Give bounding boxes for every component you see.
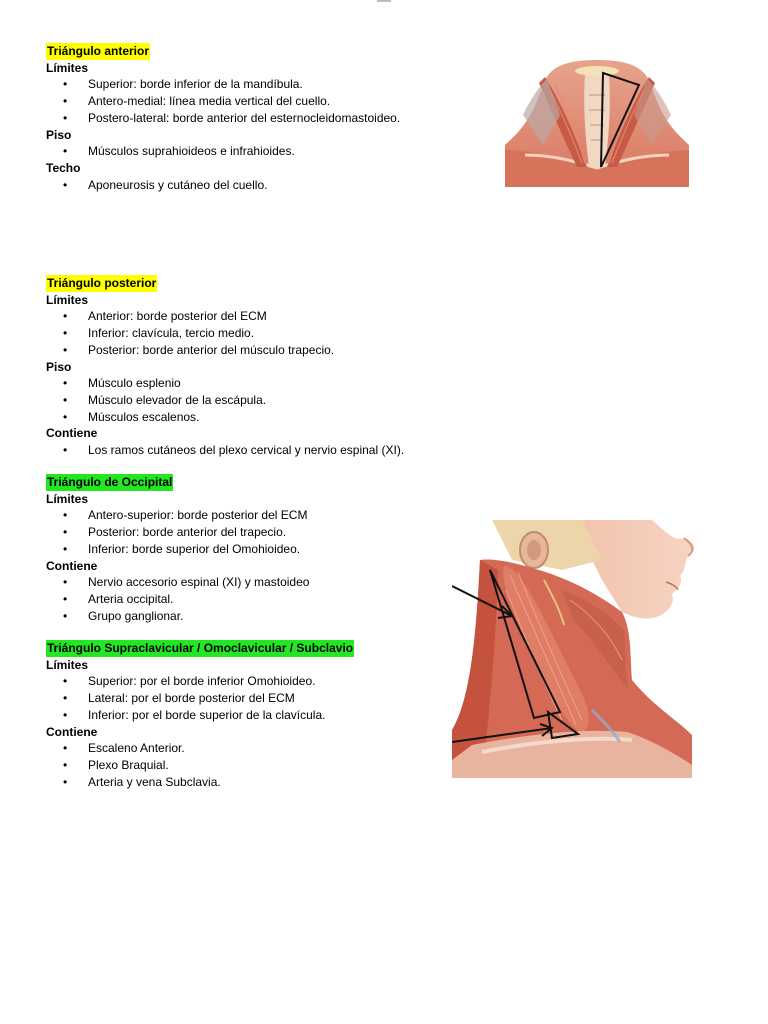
group-label: Límites xyxy=(46,292,89,307)
list-item: • Aponeurosis y cutáneo del cuello. xyxy=(46,177,466,194)
list-item: • Inferior: por el borde superior de la clavícula. xyxy=(46,707,466,724)
list-item: • Arteria occipital. xyxy=(46,591,466,608)
list-item: • Arteria y vena Subclavia. xyxy=(46,774,466,791)
list-item: • Músculos escalenos. xyxy=(46,409,466,426)
bullet-list xyxy=(46,673,466,723)
list-item: • Antero-medial: línea media vertical del cuello. xyxy=(46,93,466,110)
group-label: Contiene xyxy=(46,426,98,441)
list-item: • Posterior: borde anterior del trapecio. xyxy=(46,524,466,541)
group-label: Contiene xyxy=(46,558,98,573)
group-label: Límites xyxy=(46,657,89,672)
list-item: • Antero-superior: borde posterior del ECM xyxy=(46,507,466,524)
list-item: • Posterior: borde anterior del músculo trapecio. xyxy=(46,342,466,359)
list-item: • Músculo elevador de la escápula. xyxy=(46,392,466,409)
group-label: Piso xyxy=(46,359,72,374)
group-label: Límites xyxy=(46,60,89,75)
bullet-list xyxy=(46,574,466,624)
section-triangulo-occipital xyxy=(46,474,466,624)
section-title: Triángulo anterior xyxy=(47,44,150,58)
list-item: • Los ramos cutáneos del plexo cervical y nervio espinal (XI). xyxy=(46,442,466,459)
section-triangulo-supraclavicular xyxy=(46,640,466,790)
list-item: • Superior: por el borde inferior Omohioideo. xyxy=(46,673,466,690)
bullet-list xyxy=(46,375,466,425)
list-item: • Músculos suprahioideos e infrahioides. xyxy=(46,143,466,160)
list-item: • Postero-lateral: borde anterior del esternocleidomastoideo. xyxy=(46,110,466,127)
list-item: • Grupo ganglionar. xyxy=(46,608,466,625)
list-item: • Inferior: borde superior del Omohioideo. xyxy=(46,541,466,558)
section-title: Triángulo posterior xyxy=(47,276,157,290)
section-triangulo-posterior xyxy=(46,275,466,459)
bullet-list xyxy=(46,177,466,194)
anatomy-lateral-neck-illustration xyxy=(452,520,702,778)
list-item: • Escaleno Anterior. xyxy=(46,740,466,757)
group-label: Techo xyxy=(46,160,81,175)
bullet-list xyxy=(46,507,466,557)
section-title: Triángulo de Occipital xyxy=(47,475,173,489)
group-label: Contiene xyxy=(46,724,98,739)
list-item: • Superior: borde inferior de la mandíbula. xyxy=(46,76,466,93)
page-top-mark xyxy=(377,0,391,2)
list-item: • Anterior: borde posterior del ECM xyxy=(46,308,466,325)
list-item: • Inferior: clavícula, tercio medio. xyxy=(46,325,466,342)
list-item: • Plexo Braquial. xyxy=(46,757,466,774)
bullet-list xyxy=(46,143,466,160)
list-item: • Lateral: por el borde posterior del ECM xyxy=(46,690,466,707)
bullet-list xyxy=(46,76,466,126)
section-title: Triángulo Supraclavicular / Omoclavicular / Subclavio xyxy=(47,641,354,655)
bullet-list xyxy=(46,308,466,358)
group-label: Piso xyxy=(46,127,72,142)
list-item: • Nervio accesorio espinal (XI) y mastoideo xyxy=(46,574,466,591)
group-label: Límites xyxy=(46,491,89,506)
list-item: • Músculo esplenio xyxy=(46,375,466,392)
bullet-list xyxy=(46,442,466,459)
anatomy-anterior-neck-illustration xyxy=(505,55,689,187)
section-triangulo-anterior xyxy=(46,43,466,193)
bullet-list xyxy=(46,740,466,790)
